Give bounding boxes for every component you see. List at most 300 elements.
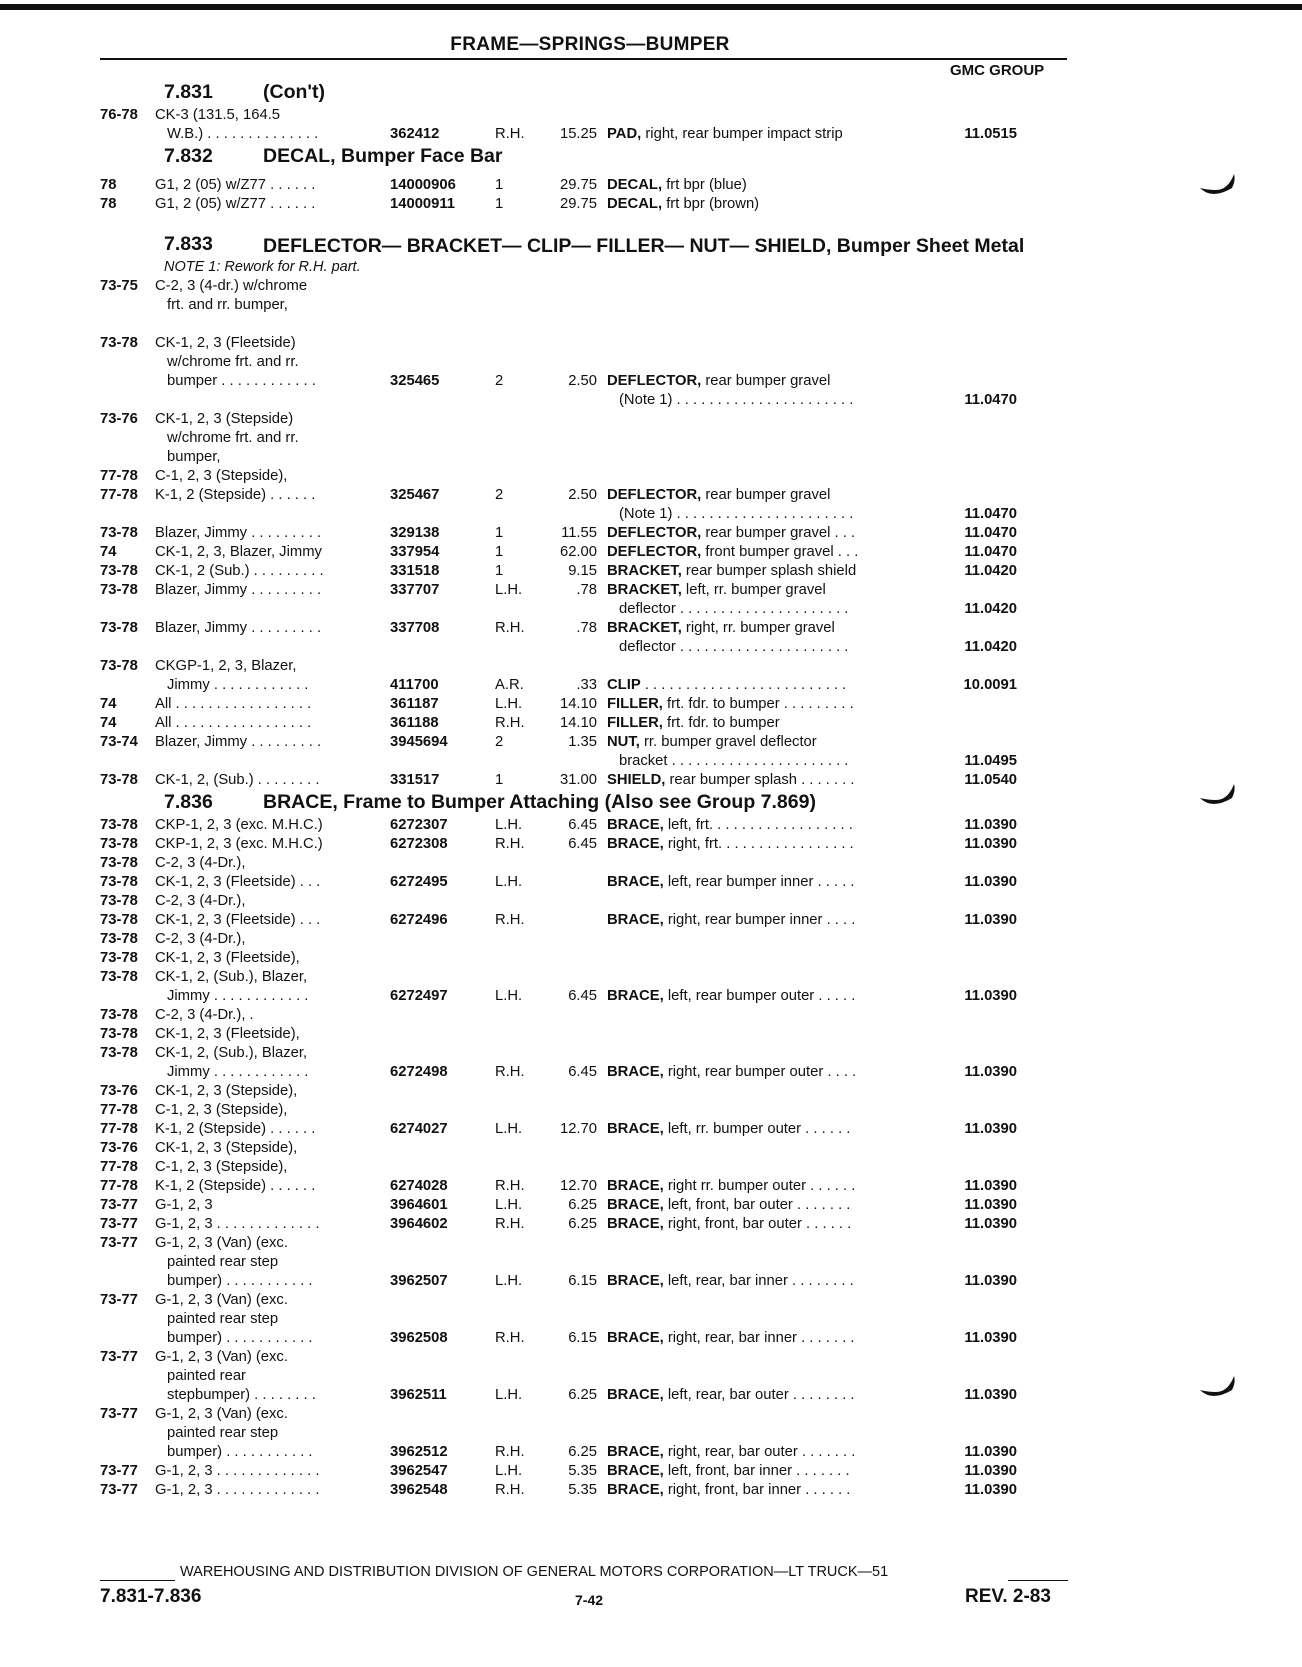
application [155,1291,390,1348]
table-row [100,1120,1080,1139]
price-cell [535,1082,597,1101]
part-number-cell [390,657,495,695]
price-cell [535,195,597,214]
model-years [100,543,155,562]
part-number-cell [390,467,495,486]
part-number-cell [390,277,495,334]
price: 1.35 [568,734,597,750]
quantity: L.H. [495,874,523,890]
application [155,854,390,873]
group-code-cell [937,619,1017,657]
quantity-cell [495,1177,535,1196]
application [155,1348,390,1405]
quantity: R.H. [495,836,525,852]
group-code-cell [937,1348,1017,1405]
application [155,1139,390,1158]
application [155,657,390,695]
application [155,524,390,543]
group-code: 11.0420 [964,563,1017,579]
group-code-cell [937,1196,1017,1215]
group-code-cell [937,911,1017,930]
description-line [607,176,937,195]
application-line [155,391,390,410]
application [155,410,390,467]
application-line: Jimmy . . . . . . . . . . . . [167,677,309,693]
part-name: PAD, [607,126,642,142]
description-cell [597,1234,937,1291]
quantity: L.H. [495,1463,523,1479]
model-years [100,1158,155,1177]
description-line [607,486,937,505]
application-line: CK-1, 2 (Sub.) . . . . . . . . . [155,563,324,579]
part-description: left, front, bar outer . . . . . . . [663,1197,851,1213]
description-cell [597,1006,937,1025]
part-number-cell [390,816,495,835]
group-code-cell [937,835,1017,854]
price: 12.70 [559,1178,597,1194]
group-code: 11.0420 [964,601,1017,617]
model-year-line: 73-78 [100,950,138,966]
section-number: 7.832 [164,145,213,167]
price-cell [535,1481,597,1500]
price: 62.00 [559,544,597,560]
application [155,486,390,524]
part-number-cell [390,771,495,790]
description-line [607,1462,937,1481]
quantity: 1 [495,525,504,541]
model-years [100,1139,155,1158]
group-code: 11.0390 [964,1178,1017,1194]
description-line [607,372,937,391]
application-line: CK-1, 2, 3 (Fleetside) . . . [155,912,321,928]
description-cell [597,657,937,695]
model-year-line: 77-78 [100,468,138,484]
description-cell [597,714,937,733]
group-code-cell [937,277,1017,334]
application-line: frt. and rr. bumper, [167,297,288,313]
group-code: 11.0470 [964,506,1017,522]
part-description: rear bumper splash shield [681,563,857,579]
application [155,176,390,195]
description-cell [597,1158,937,1177]
description-line [607,771,937,790]
price-cell [535,543,597,562]
quantity-cell [495,695,535,714]
application [155,277,390,334]
part-name: BRACE, [607,874,664,890]
description-cell [597,854,937,873]
part-description: frt. fdr. to bumper [662,715,780,731]
description-line [607,1329,937,1348]
model-year-line [100,372,155,391]
part-number-cell [390,714,495,733]
part-description: rear bumper splash . . . . . . . [665,772,855,788]
model-years [100,1006,155,1025]
model-years [100,1234,155,1291]
part-name: DEFLECTOR, [607,487,702,503]
quantity-cell [495,1348,535,1405]
group-code: 11.0390 [964,1121,1017,1137]
quantity: L.H. [495,696,523,712]
description-line [607,911,937,930]
price: 6.15 [568,1330,597,1346]
table-row [100,1348,1080,1405]
model-years [100,733,155,771]
model-years [100,1025,155,1044]
description-cell [597,1139,937,1158]
application-line: CK-1, 2, 3 (Fleetside) . . . [155,874,321,890]
price-cell [535,1044,597,1082]
description-cell [597,892,937,911]
group-code: 11.0470 [964,544,1017,560]
part-description: right, rear bumper impact strip [641,126,843,142]
part-description: right, frt. . . . . . . . . . . . . . . . . [663,836,854,852]
model-year-line: 73-76 [100,411,138,427]
application-line: painted rear step [167,1311,279,1327]
part-number-cell [390,854,495,873]
description-continuation: (Note 1) . . . . . . . . . . . . . . . . . . . . . . [619,392,854,408]
group-code: 11.0390 [964,1273,1017,1289]
quantity-cell [495,106,535,144]
application [155,771,390,790]
part-name: DEFLECTOR, [607,373,702,389]
quantity-cell [495,1044,535,1082]
model-years [100,619,155,657]
quantity-cell [495,619,535,657]
punch-hole-mark-icon [1198,170,1238,200]
price: 29.75 [559,196,597,212]
group-code: 11.0390 [964,874,1017,890]
application-line: C-2, 3 (4-Dr.), [155,855,246,871]
quantity: R.H. [495,620,525,636]
table-row [100,911,1080,930]
part-number-cell [390,1405,495,1462]
punch-hole-mark-icon [1198,1372,1238,1402]
group-code: 11.0540 [964,772,1017,788]
part-number-cell [390,1044,495,1082]
price-cell [535,695,597,714]
part-description: right, front, bar inner . . . . . . [663,1482,851,1498]
quantity: 1 [495,196,504,212]
group-code-cell [937,543,1017,562]
part-number: 6272308 [390,836,448,852]
description-cell [597,911,937,930]
part-name: BRACE, [607,1330,664,1346]
application-line: CK-1, 2, (Sub.), Blazer, [155,969,308,985]
section-title: DEFLECTOR— BRACKET— CLIP— FILLER— NUT— SHIELD, Bumper Sheet Metal [263,235,1025,257]
application-line: C-2, 3 (4-Dr.), [155,893,246,909]
application-line: G1, 2 (05) w/Z77 . . . . . . [155,196,316,212]
group-code-cell [937,892,1017,911]
footer-section-range: 7.831-7.836 [100,1586,202,1607]
group-code-cell [937,771,1017,790]
price-cell [535,581,597,619]
group-code-cell [937,524,1017,543]
application-line: CKP-1, 2, 3 (exc. M.H.C.) [155,836,323,852]
description-cell [597,176,937,195]
application [155,695,390,714]
application-line: bumper) . . . . . . . . . . . [167,1330,313,1346]
model-years [100,176,155,195]
group-code-cell [937,334,1017,410]
application-line: All . . . . . . . . . . . . . . . . . [155,696,312,712]
model-year-line: 73-78 [100,563,138,579]
description-line [607,125,937,144]
quantity-cell [495,1234,535,1291]
model-years [100,968,155,1006]
model-year-line: 73-78 [100,620,138,636]
part-number-cell [390,873,495,892]
description-cell [597,486,937,524]
model-year-line [100,1443,155,1462]
quantity-cell [495,657,535,695]
quantity-cell [495,1006,535,1025]
part-name: BRACKET, [607,620,682,636]
part-description: right, rear, bar inner . . . . . . . [663,1330,855,1346]
model-years [100,524,155,543]
section-title: (Con't) [263,81,326,103]
quantity: L.H. [495,1387,523,1403]
model-years [100,816,155,835]
model-year-line [100,505,155,524]
group-code-cell [937,1481,1017,1500]
application-line [155,505,390,524]
model-year-line [100,1424,155,1443]
group-code-cell [937,486,1017,524]
price: 6.25 [568,1387,597,1403]
quantity-cell [495,1158,535,1177]
price: 6.25 [568,1197,597,1213]
part-number: 361187 [390,696,439,712]
quantity: 1 [495,563,504,579]
model-year-line [100,315,155,334]
section-number: 7.831 [164,81,213,103]
quantity-cell [495,195,535,214]
model-years [100,949,155,968]
part-number-cell [390,930,495,949]
group-code: 11.0390 [964,817,1017,833]
group-code-cell [937,816,1017,835]
section-heading [100,144,1080,170]
application-line: Jimmy . . . . . . . . . . . . [167,1064,309,1080]
model-year-line: 77-78 [100,1159,138,1175]
part-name: BRACKET, [607,563,682,579]
part-number-cell [390,1006,495,1025]
table-row [100,835,1080,854]
application [155,911,390,930]
description-continuation: deflector . . . . . . . . . . . . . . . . . . . . . [619,639,849,655]
group-code: 11.0390 [964,1444,1017,1460]
part-number: 362412 [390,126,440,142]
description-line [607,816,937,835]
quantity-cell [495,486,535,524]
quantity-cell [495,892,535,911]
description-cell [597,619,937,657]
application [155,543,390,562]
part-number: 3962512 [390,1444,448,1460]
price-cell [535,486,597,524]
application [155,892,390,911]
application-line: C-2, 3 (4-Dr.), . [155,1007,254,1023]
quantity: R.H. [495,912,525,928]
model-year-line: 73-75 [100,278,138,294]
description-cell [597,949,937,968]
price: 6.45 [568,817,597,833]
quantity: R.H. [495,715,525,731]
group-code-cell [937,1006,1017,1025]
description-cell [597,771,937,790]
description-line [607,1443,937,1462]
group-code-cell [937,1234,1017,1291]
footer-division-line: WAREHOUSING AND DISTRIBUTION DIVISION OF GENERAL MOTORS CORPORATION—LT TRUCK—51 [180,1564,889,1580]
model-year-line [100,429,155,448]
table-row [100,1177,1080,1196]
price-cell [535,562,597,581]
description-line [607,1063,937,1082]
model-years [100,695,155,714]
description-line [607,1481,937,1500]
price-cell [535,619,597,657]
group-code-cell [937,176,1017,195]
application [155,1044,390,1082]
part-number-cell [390,968,495,1006]
price: 2.50 [568,487,597,503]
model-year-line: 73-78 [100,1026,138,1042]
application-line: CKGP-1, 2, 3, Blazer, [155,658,297,674]
model-years [100,854,155,873]
model-years [100,1462,155,1481]
price: 14.10 [559,715,597,731]
group-code: 11.0390 [964,912,1017,928]
description-cell [597,1177,937,1196]
model-year-line: 73-77 [100,1463,138,1479]
quantity-cell [495,1101,535,1120]
price: 9.15 [568,563,597,579]
model-year-line: 76-78 [100,107,138,123]
part-number: 3962507 [390,1273,448,1289]
section-title: BRACE, Frame to Bumper Attaching (Also see Group 7.869) [263,791,816,813]
application-line: Blazer, Jimmy . . . . . . . . . [155,525,322,541]
price-cell [535,1234,597,1291]
part-number: 361188 [390,715,439,731]
part-description: rr. bumper gravel deflector [639,734,817,750]
footer-page-number: 7-42 [575,1592,604,1608]
application-line: K-1, 2 (Stepside) . . . . . . [155,1178,316,1194]
application-line [155,752,390,771]
model-year-line [100,1272,155,1291]
quantity-cell [495,949,535,968]
section-heading [100,80,1080,106]
price-cell [535,1120,597,1139]
model-year-line: 73-78 [100,874,138,890]
price-cell [535,873,597,892]
description-continuation: (Note 1) . . . . . . . . . . . . . . . . . . . . . . [619,506,854,522]
part-name: BRACE, [607,1387,664,1403]
model-year-line: 73-77 [100,1197,138,1213]
price-cell [535,1215,597,1234]
part-number: 325465 [390,373,440,389]
model-year-line: 78 [100,177,117,193]
model-years [100,911,155,930]
application-line: CK-1, 2, 3 (Fleetside), [155,950,300,966]
group-code-cell [937,1139,1017,1158]
part-number: 331517 [390,772,440,788]
description-cell [597,873,937,892]
quantity-cell [495,714,535,733]
price: 6.45 [568,988,597,1004]
table-row [100,695,1080,714]
quantity: L.H. [495,1121,523,1137]
application-line: CK-1, 2, 3 (Stepside) [155,411,294,427]
quantity-cell [495,562,535,581]
part-number-cell [390,543,495,562]
model-year-line [100,296,155,315]
part-name: SHIELD, [607,772,666,788]
part-description: right, rear bumper outer . . . . [663,1064,857,1080]
price-cell [535,1348,597,1405]
part-number-cell [390,1101,495,1120]
quantity: R.H. [495,126,525,142]
price-cell [535,714,597,733]
model-year-line: 73-78 [100,1007,138,1023]
group-code-cell [937,1405,1017,1462]
description-cell [597,695,937,714]
description-cell [597,968,937,1006]
table-row [100,873,1080,892]
quantity-cell [495,176,535,195]
application-line: C-2, 3 (4-dr.) w/chrome [155,278,308,294]
section-note: NOTE 1: Rework for R.H. part. [164,259,361,275]
application [155,195,390,214]
quantity-cell [495,410,535,467]
application [155,714,390,733]
group-code: 11.0390 [964,1216,1017,1232]
description-cell [597,1291,937,1348]
part-name: FILLER, [607,696,663,712]
part-description: right, front, bar outer . . . . . . [663,1216,852,1232]
model-year-line: 73-76 [100,1083,138,1099]
application [155,930,390,949]
part-number-cell [390,1215,495,1234]
part-description: right, rear, bar outer . . . . . . . [663,1444,856,1460]
table-row [100,410,1080,467]
model-years [100,771,155,790]
model-years [100,467,155,486]
application-line: CK-1, 2, 3 (Fleetside), [155,1026,300,1042]
table-row [100,1291,1080,1348]
part-number-cell [390,1025,495,1044]
part-number-cell [390,176,495,195]
model-year-line: 73-78 [100,855,138,871]
price-cell [535,1177,597,1196]
group-code-cell [937,1044,1017,1082]
model-years [100,486,155,524]
part-number-cell [390,1139,495,1158]
model-years [100,873,155,892]
model-year-line [100,1253,155,1272]
group-code-cell [937,1177,1017,1196]
price: 14.10 [559,696,597,712]
model-year-line: 73-78 [100,335,138,351]
group-code-cell [937,1082,1017,1101]
model-year-line [100,125,155,144]
price-cell [535,106,597,144]
quantity-cell [495,277,535,334]
application-line: CK-1, 2, 3 (Stepside), [155,1083,298,1099]
model-year-line [100,752,155,771]
model-years [100,657,155,695]
part-number-cell [390,562,495,581]
